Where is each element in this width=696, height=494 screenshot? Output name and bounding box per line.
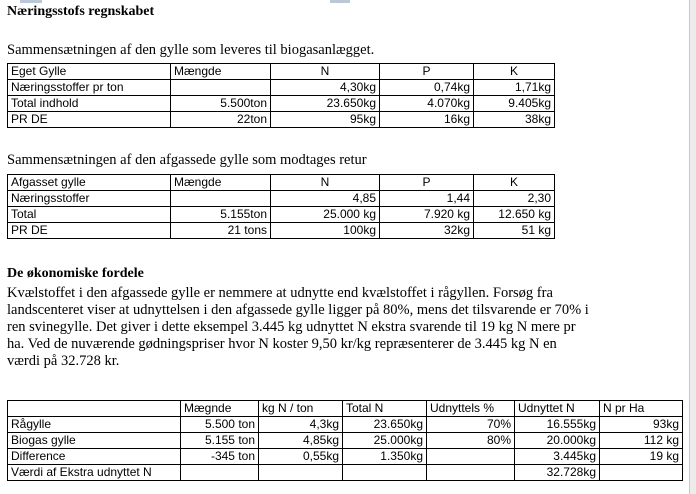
table-cell: Rågylle xyxy=(8,417,181,433)
table-row xyxy=(8,223,555,239)
header-cell: Mængde xyxy=(171,175,271,191)
table1-caption: Sammensætningen af den gylle som leveres til biogasanlægget. xyxy=(7,42,375,58)
table-cell: 3.445kg xyxy=(515,449,600,465)
table-cell: Næringsstoffer xyxy=(8,191,171,207)
table-cell: 16.555kg xyxy=(515,417,600,433)
table-cell: 5.155 ton xyxy=(181,433,259,449)
table-cell: 4.070kg xyxy=(380,96,474,112)
table-cell: 2,30 xyxy=(474,191,555,207)
table-cell: 5.500 ton xyxy=(181,417,259,433)
table-cell: 0,55kg xyxy=(259,449,343,465)
table-cell: 70% xyxy=(427,417,515,433)
table-header-row xyxy=(8,401,683,417)
paragraph-line: landscenteret viser at udnyttelsen i den afgassede gylle ligger på 80%, mens det tilsvarende er 70% i xyxy=(7,302,589,318)
table-cell xyxy=(600,465,683,481)
header-cell: Udnyttels % xyxy=(427,401,515,417)
table-cell: 5.155ton xyxy=(171,207,271,223)
table-cell: 23.650kg xyxy=(343,417,427,433)
table-header-row xyxy=(8,64,555,80)
table-cell: 95kg xyxy=(271,112,380,128)
table-cell xyxy=(171,80,271,96)
table2-caption: Sammensætningen af den afgassede gylle som modtages retur xyxy=(7,152,367,168)
header-cell: Eget Gylle xyxy=(8,64,171,80)
table-row xyxy=(8,80,555,96)
header-cell: N pr Ha xyxy=(600,401,683,417)
table-row xyxy=(8,96,555,112)
table-row xyxy=(8,449,683,465)
header-cell: kg N / ton xyxy=(259,401,343,417)
table-cell xyxy=(171,191,271,207)
table-cell: Difference xyxy=(8,449,181,465)
table-cell: 32.728kg xyxy=(515,465,600,481)
table-cell: 23.650kg xyxy=(271,96,380,112)
table-cell: 51 kg xyxy=(474,223,555,239)
header-cell: K xyxy=(474,64,555,80)
header-cell: Mængde xyxy=(171,64,271,80)
table-cell: 1,44 xyxy=(380,191,474,207)
table-cell: Biogas gylle xyxy=(8,433,181,449)
table-cell: 19 kg xyxy=(600,449,683,465)
header-cell: P xyxy=(380,64,474,80)
table-cell: 4,30kg xyxy=(271,80,380,96)
table-cell xyxy=(427,465,515,481)
table-cell: 9.405kg xyxy=(474,96,555,112)
table-cell: 80% xyxy=(427,433,515,449)
table-cell: 4,85kg xyxy=(259,433,343,449)
table-cell: 100kg xyxy=(271,223,380,239)
table-cell: 1,71kg xyxy=(474,80,555,96)
table-comparison xyxy=(7,400,683,481)
table-cell: 4,85 xyxy=(271,191,380,207)
table-cell: 93kg xyxy=(600,417,683,433)
table-cell: 0,74kg xyxy=(380,80,474,96)
table-row xyxy=(8,191,555,207)
table-cell: 21 tons xyxy=(171,223,271,239)
table-cell: 4,3kg xyxy=(259,417,343,433)
table-row xyxy=(8,207,555,223)
header-cell: P xyxy=(380,175,474,191)
header-cell: K xyxy=(474,175,555,191)
section-heading: De økonomiske fordele xyxy=(7,266,144,281)
header-cell: N xyxy=(271,64,380,80)
table-row xyxy=(8,465,683,481)
table-afgasset-gylle xyxy=(7,174,555,239)
header-cell: N xyxy=(271,175,380,191)
window-right-edge xyxy=(689,0,696,494)
table-cell xyxy=(427,449,515,465)
table-cell: -345 ton xyxy=(181,449,259,465)
table-cell: Total xyxy=(8,207,171,223)
header-cell: Total N xyxy=(343,401,427,417)
table-cell: 16kg xyxy=(380,112,474,128)
table-cell: 5.500ton xyxy=(171,96,271,112)
table-cell: 20.000kg xyxy=(515,433,600,449)
table-row xyxy=(8,112,555,128)
table-row xyxy=(8,433,683,449)
table-cell: PR DE xyxy=(8,112,171,128)
paragraph-line: værdi på 32.728 kr. xyxy=(7,353,120,369)
header-cell xyxy=(8,401,181,417)
header-cell: Udnyttet N xyxy=(515,401,600,417)
table-cell: 7.920 kg xyxy=(380,207,474,223)
table-cell: 112 kg xyxy=(600,433,683,449)
page-heading: Næringsstofs regnskabet xyxy=(7,4,155,19)
table-cell: Total indhold xyxy=(8,96,171,112)
table-cell xyxy=(181,465,259,481)
paragraph-line: ha. Ved de nuværende gødningspriser hvor N koster 9,50 kr/kg repræsenterer de 3.445 kg N en xyxy=(7,336,557,352)
table-cell: 22ton xyxy=(171,112,271,128)
table-cell: Næringsstoffer pr ton xyxy=(8,80,171,96)
table-eget-gylle xyxy=(7,63,555,128)
paragraph-line: ren svinegylle. Det giver i dette eksempel 3.445 kg udnyttet N ekstra svarende til 19 kg N mere pr xyxy=(7,319,576,335)
header-cell: Mægnde xyxy=(181,401,259,417)
table-cell: 12.650 kg xyxy=(474,207,555,223)
table-cell: 38kg xyxy=(474,112,555,128)
table-cell xyxy=(259,465,343,481)
table-cell: 25.000kg xyxy=(343,433,427,449)
paragraph-line: Kvælstoffet i den afgassede gylle er nemmere at udnytte end kvælstoffet i rågyllen. Forsøg fra xyxy=(7,285,553,301)
table-cell: Værdi af Ekstra udnyttet N xyxy=(8,465,181,481)
table-cell: PR DE xyxy=(8,223,171,239)
table-cell: 32kg xyxy=(380,223,474,239)
table-row xyxy=(8,417,683,433)
table-cell xyxy=(343,465,427,481)
header-cell: Afgasset gylle xyxy=(8,175,171,191)
table-cell: 25.000 kg xyxy=(271,207,380,223)
table-cell: 1.350kg xyxy=(343,449,427,465)
table-header-row xyxy=(8,175,555,191)
